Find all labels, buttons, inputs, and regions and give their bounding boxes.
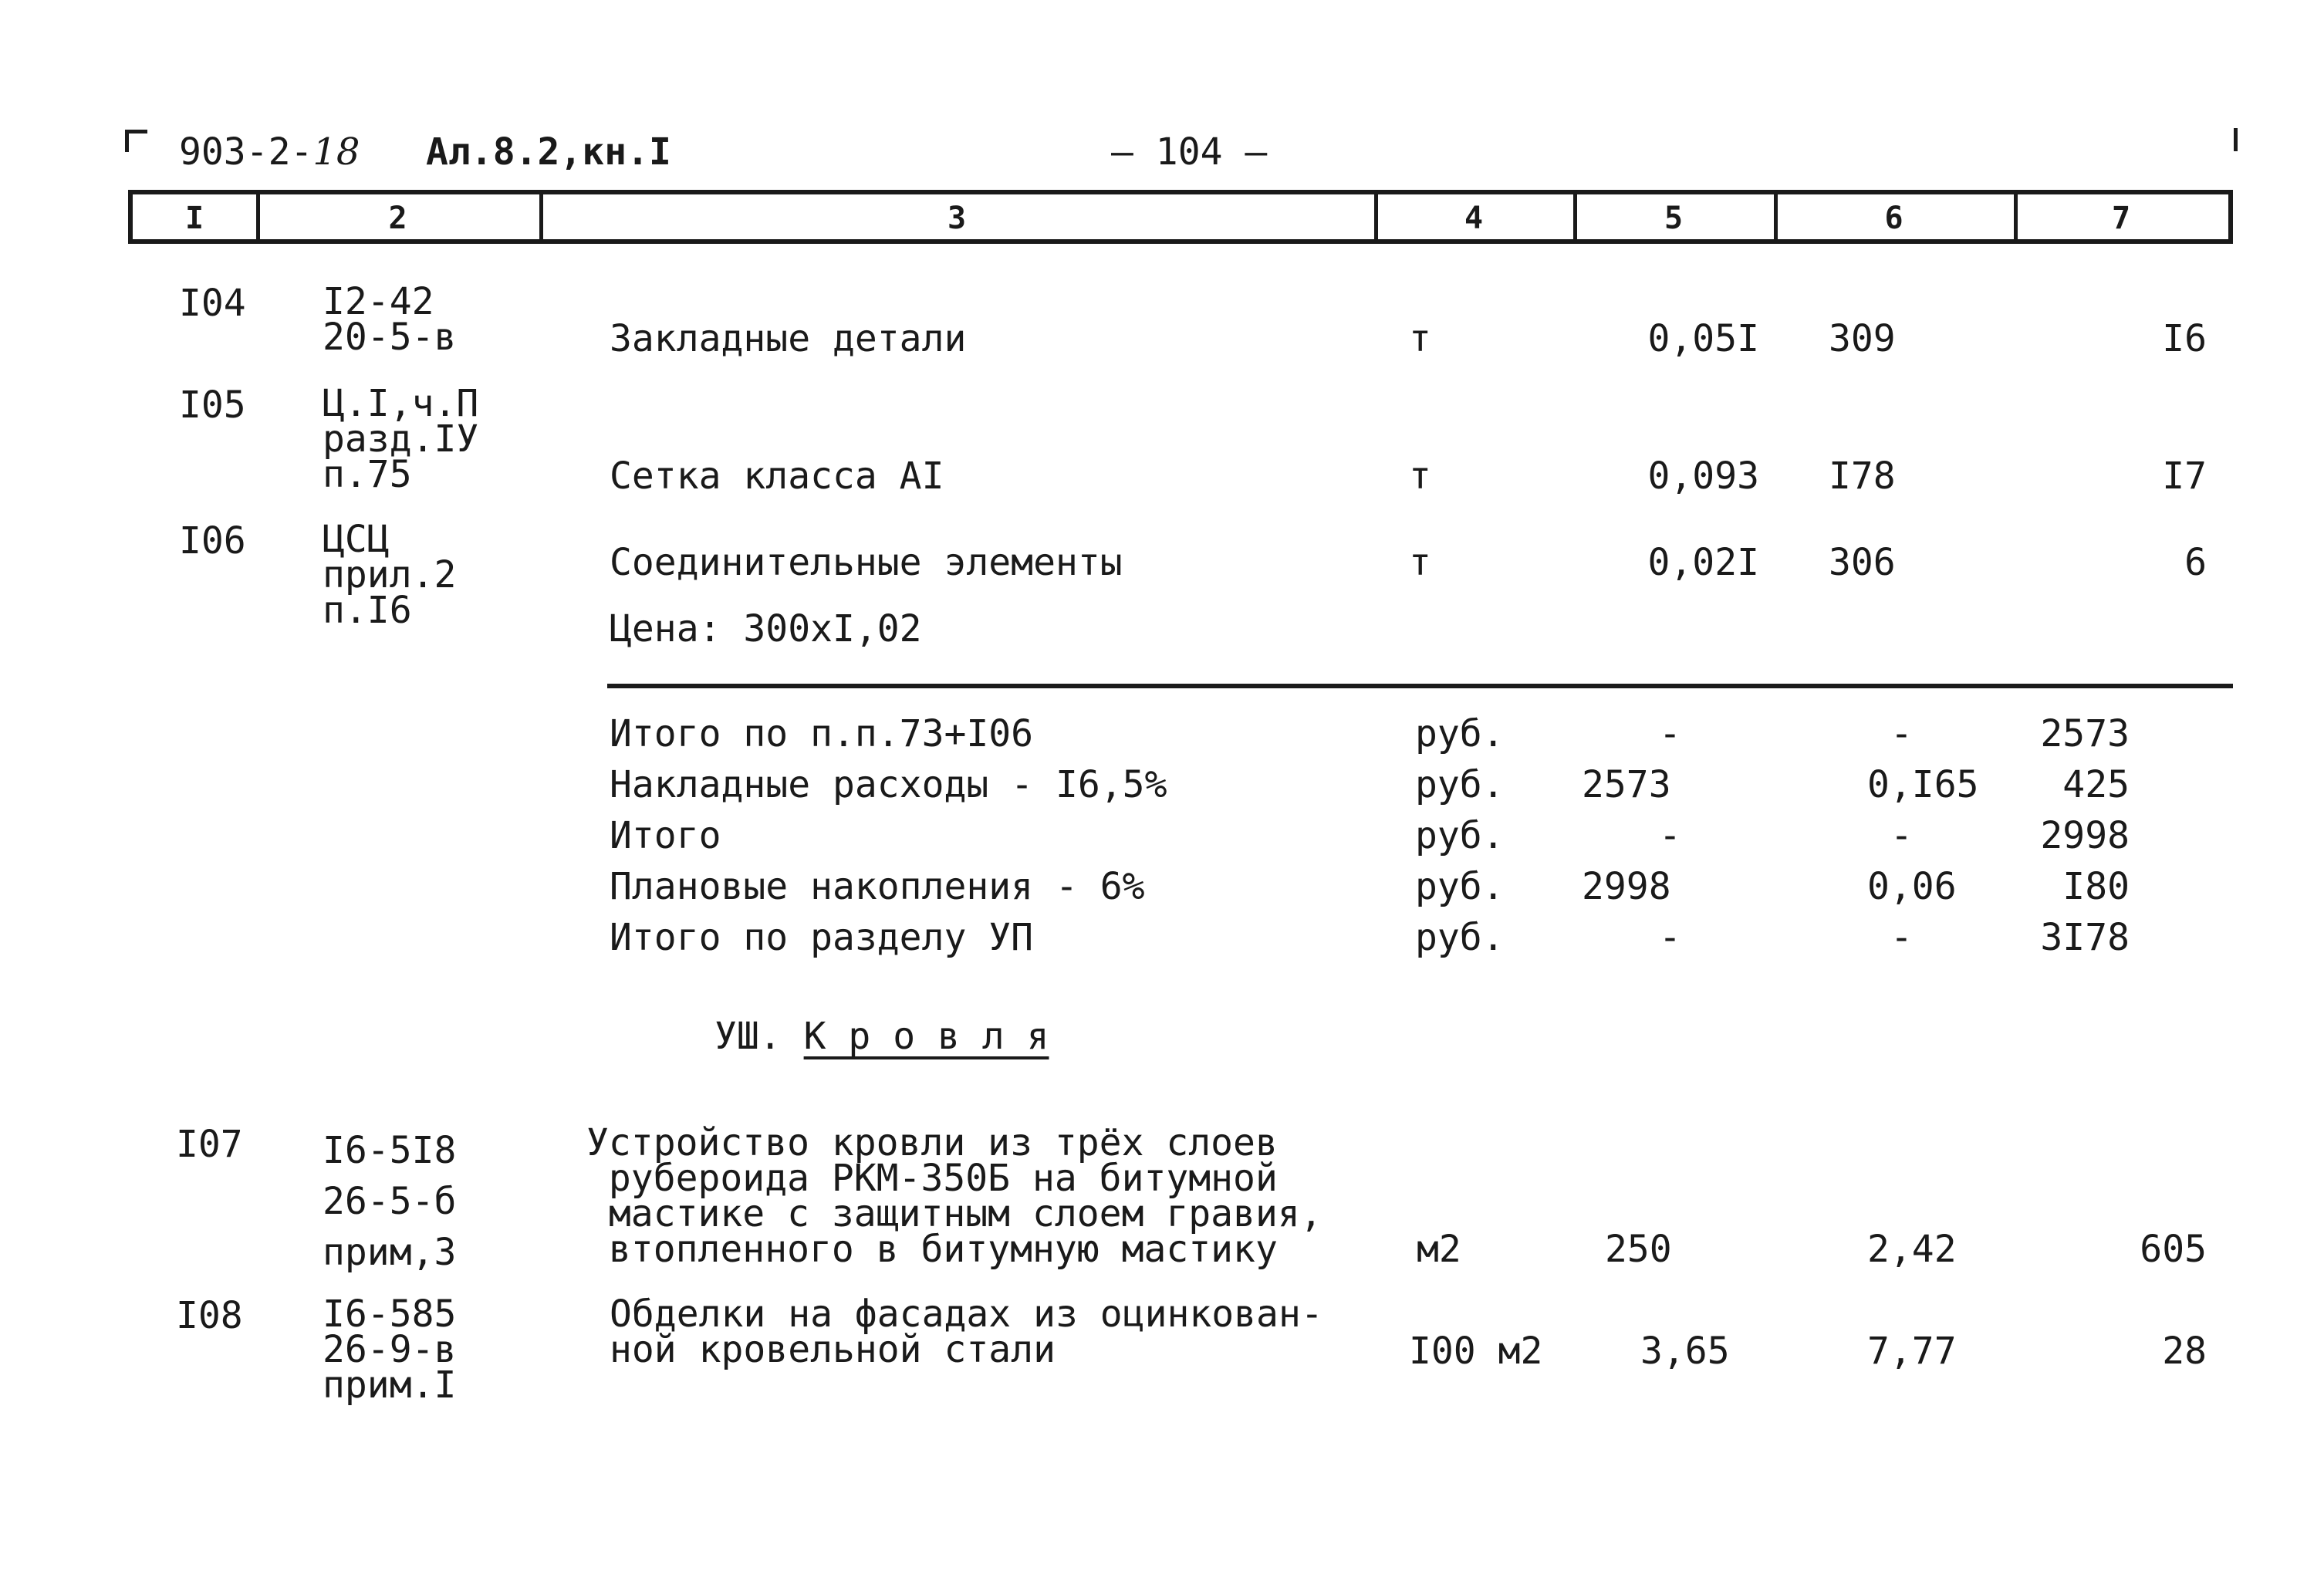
page-number: — 104 —: [1111, 130, 1268, 174]
summary-base: 2573: [1582, 763, 1671, 806]
column-number: 4: [1464, 201, 1484, 236]
summary-unit: руб.: [1415, 814, 1505, 857]
unit: I00 м2: [1409, 1330, 1543, 1373]
unit: м2: [1417, 1228, 1461, 1271]
quantity: 0,093: [1647, 455, 1759, 498]
section-number: УШ.: [714, 1015, 782, 1058]
norm-reference: I2-42 20-5-в: [323, 280, 457, 359]
summary-divider: [607, 684, 2233, 688]
row-number: I05: [179, 384, 246, 427]
summary-rate: -: [1890, 814, 1913, 857]
row-number: I08: [176, 1294, 243, 1337]
summary-label: Итого по п.п.73+I06: [610, 712, 1034, 755]
row-number: I06: [179, 519, 246, 563]
summary-total: 425: [2062, 763, 2130, 806]
column-header-table: [128, 190, 2233, 244]
work-name: Устройство кровли из трёх слоев рубероида РКМ-350Б на битумной мастике с защитным слоем гравия, втопленного в битумную мастику: [586, 1121, 1322, 1271]
column-number: I: [184, 201, 204, 236]
norm-reference: I6-5I8 26-5-б прим,3: [323, 1129, 457, 1274]
norm-reference: ЦСЦ прил.2 п.I6: [323, 518, 457, 632]
corner-mark: [125, 130, 147, 152]
total-cost: 6: [2184, 541, 2207, 584]
unit-price: 2,42: [1867, 1228, 1957, 1271]
work-name: Сетка класса AI: [610, 455, 944, 498]
unit: т: [1409, 455, 1431, 498]
norm-reference: Ц.I,ч.П разд.IУ п.75: [323, 382, 479, 496]
summary-rate: 0,06: [1867, 865, 1957, 908]
margin-tick: [2234, 128, 2238, 151]
column-number: 3: [947, 201, 967, 236]
summary-base: -: [1659, 916, 1681, 959]
summary-total: 2998: [2040, 814, 2130, 857]
unit-price: 306: [1829, 541, 1896, 584]
summary-base: -: [1659, 814, 1681, 857]
summary-total: 2573: [2040, 712, 2130, 755]
album-reference: Ал.8.2,кн.I: [426, 130, 671, 174]
work-name: Соединительные элементы: [610, 541, 1123, 584]
summary-total: I80: [2062, 865, 2130, 908]
summary-unit: руб.: [1415, 865, 1505, 908]
row-number: I04: [179, 282, 246, 325]
unit-price: 7,77: [1867, 1330, 1957, 1373]
section-title: К р о в л я: [803, 1015, 1049, 1058]
total-cost: 605: [2140, 1228, 2207, 1271]
summary-rate: -: [1890, 712, 1913, 755]
project-code: 903-2-18: [179, 130, 360, 174]
column-number: 6: [1884, 201, 1903, 236]
summary-unit: руб.: [1415, 763, 1505, 806]
column-number: 5: [1664, 201, 1684, 236]
summary-base: -: [1659, 712, 1681, 755]
quantity: 0,05I: [1647, 317, 1759, 360]
summary-label: Накладные расходы - I6,5%: [610, 763, 1167, 806]
section-heading: [714, 1017, 1049, 1056]
price-note: Цена: 300хI,02: [610, 607, 922, 651]
total-cost: I6: [2162, 317, 2207, 360]
quantity: 250: [1605, 1228, 1672, 1271]
summary-unit: руб.: [1415, 712, 1505, 755]
summary-unit: руб.: [1415, 916, 1505, 959]
summary-total: 3I78: [2040, 916, 2130, 959]
summary-label: Итого: [610, 814, 721, 857]
quantity: 3,65: [1640, 1330, 1730, 1373]
unit: т: [1409, 541, 1431, 584]
summary-rate: -: [1890, 916, 1913, 959]
summary-base: 2998: [1582, 865, 1671, 908]
row-number: I07: [176, 1123, 243, 1166]
summary-rate: 0,I65: [1867, 763, 1979, 806]
summary-label: Плановые накопления - 6%: [610, 865, 1145, 908]
column-number: 2: [388, 201, 407, 236]
norm-reference: I6-585 26-9-в прим.I: [323, 1293, 457, 1407]
unit-price: 309: [1829, 317, 1896, 360]
summary-label: Итого по разделу УП: [610, 916, 1034, 959]
unit: т: [1409, 317, 1431, 360]
work-name: Закладные детали: [610, 317, 967, 360]
column-number: 7: [2111, 201, 2131, 236]
work-name: Обделки на фасадах из оцинкован- ной кровельной стали: [610, 1293, 1323, 1371]
total-cost: I7: [2162, 455, 2207, 498]
total-cost: 28: [2162, 1330, 2207, 1373]
unit-price: I78: [1829, 455, 1896, 498]
quantity: 0,02I: [1647, 541, 1759, 584]
